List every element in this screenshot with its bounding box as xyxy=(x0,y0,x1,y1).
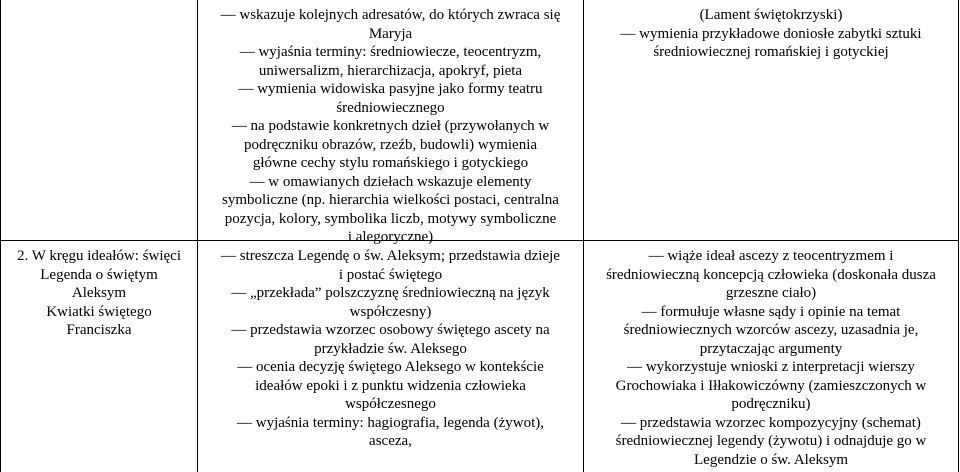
bottom-right-cell xyxy=(584,247,958,469)
text-line: — wymienia przykładowe doniosłe zabytki sztuki xyxy=(584,25,958,44)
text-line: Legenda o świętym xyxy=(40,266,158,283)
text-line: — wymienia widowiska pasyjne jako formy teatru xyxy=(198,80,583,99)
table-border-left xyxy=(0,0,1,472)
text-line: — ocenia decyzję świętego Aleksego w kontekście xyxy=(198,358,583,377)
text-line: — wiąże ideał ascezy z teocentryzmem i xyxy=(584,247,958,266)
text-line: — streszcza Legendę o św. Aleksym; przedstawia dzieje xyxy=(198,247,583,266)
text-line: przykładzie św. Aleksego xyxy=(314,340,467,357)
text-line: Aleksym xyxy=(71,285,127,301)
text-line: asceza, xyxy=(369,433,412,449)
text-line: — formułuje własne sądy i opinie na temat xyxy=(584,303,958,322)
top-right-cell xyxy=(584,6,958,62)
lesson-title: 2. W kręgu ideałów: święci xyxy=(17,248,181,264)
text-line: Legendzie o św. Aleksym xyxy=(694,451,848,468)
text-line: średniowiecznych wzorców ascezy, uzasadnia je, xyxy=(623,322,919,338)
text-line: uniwersalizm, hierarchizacja, apokryf, pieta xyxy=(258,62,523,79)
text-line: pozycja, kolory, symbolika liczb, motywy symboliczne xyxy=(224,210,557,227)
text-line: Grochowiaka i Iłłakowiczówny (zamieszczonych w xyxy=(615,377,927,394)
text-line: grzeszne ciało) xyxy=(725,285,817,301)
text-line: podręczniku) xyxy=(731,396,811,412)
table-border-right xyxy=(958,0,959,472)
text-line: symboliczne (np. hierarchia wielkości postaci, centralna xyxy=(222,192,559,208)
text-line: główne cechy stylu romańskiego i gotyckiego xyxy=(252,155,529,171)
text-line: — wyjaśnia terminy: hagiografia, legenda (żywot), xyxy=(198,414,583,433)
text-line: i postać świętego xyxy=(338,266,443,283)
bottom-middle-cell xyxy=(198,247,583,451)
text-line: Maryja xyxy=(368,25,413,42)
text-line: współczesnego xyxy=(345,396,436,412)
top-middle-cell xyxy=(198,6,583,247)
text-line: — wskazuje kolejnych adresatów, do których zwraca się xyxy=(198,6,583,25)
text-line: Kwiatki świętego xyxy=(46,303,152,320)
text-line: (Lament świętokrzyski) xyxy=(699,7,843,23)
text-line: — przedstawia wzorzec osobowy świętego ascety na xyxy=(198,321,583,340)
text-line: ideałów epoki i z punktu widzenia człowieka xyxy=(255,377,526,394)
text-line: — w omawianych dziełach wskazuje elementy xyxy=(198,173,583,192)
text-line: — wyjaśnia terminy: średniowiecze, teocentryzm, xyxy=(198,43,583,62)
text-line: — na podstawie konkretnych dzieł (przywołanych w xyxy=(198,117,583,136)
text-line: średniowiecznej romańskiej i gotyckiej xyxy=(653,44,889,60)
text-line: — „przekłada” polszczyznę średniowieczną na język xyxy=(198,284,583,303)
text-line: i alegoryczne) xyxy=(347,229,434,245)
text-line: średniowiecznej legendy (żywotu) i odnajduje go w xyxy=(615,433,927,449)
text-line: przytaczając argumenty xyxy=(699,340,843,357)
text-line: — przedstawia wzorzec kompozycyjny (schemat) xyxy=(584,414,958,433)
text-line: podręczniku obrazów, rzeźb, budowli) wymienia xyxy=(243,136,538,153)
text-line: — wykorzystuje wnioski z interpretacji wierszy xyxy=(584,358,958,377)
text-line: średniowieczną koncepcją człowieka (doskonała dusza xyxy=(606,266,936,283)
text-line: Franciszka xyxy=(66,322,132,338)
bottom-left-cell xyxy=(1,247,197,340)
text-line: współczesny) xyxy=(349,303,432,320)
text-line: średniowiecznego xyxy=(336,99,445,116)
